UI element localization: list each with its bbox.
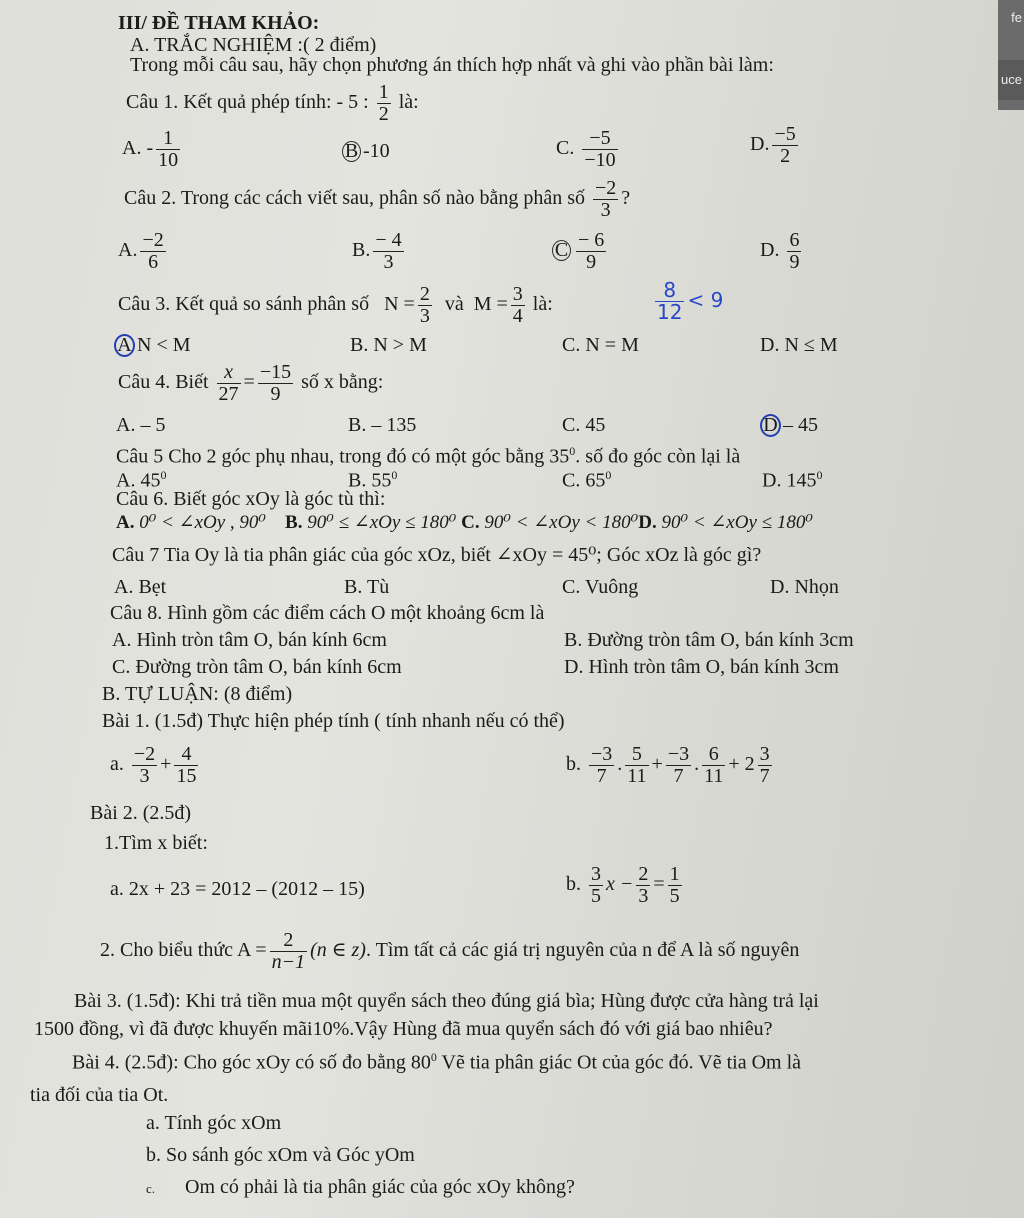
selected-answer-circle: B [342,141,361,162]
q3-option-d: D. N ≤ M [760,334,838,356]
q8-option-b: B. Đường tròn tâm O, bán kính 3cm [564,629,854,651]
bai-4-line-1: Bài 4. (2.5đ): Cho góc xOy có số đo bằng $80^0$ Vẽ tia phân giác Ot của góc đó. Vẽ tia Om là [72,1050,802,1074]
section-title: III/ ĐỀ THAM KHẢO: [118,12,320,34]
bai-4-a: a. Tính góc xOm [146,1112,282,1134]
q2-option-b: B. $\frac{- 4}{3}$ [352,229,402,273]
question-8: Câu 8. Hình gồm các điểm cách O một khoảng 6cm là [110,602,545,624]
q6-options: A. 0⁰ < ∠xOy , 90⁰ B. 90⁰ ≤ ∠xOy ≤ 180⁰ C. 90⁰ < ∠xOy < 180⁰D. 90⁰ < ∠xOy ≤ 180⁰ [116,512,813,533]
question-2: Câu 2. Trong các cách viết sau, phân số nào bằng phân số $\frac{-2}{3}$ ? [124,177,631,221]
selected-answer-circle: C [552,240,571,261]
q1-option-c: C. $\frac{-5}{-10}$ [556,127,616,171]
q7-option-b: B. Tù [344,576,390,598]
handwritten-note: $\frac{8}{12}$ < 9 [657,278,724,324]
part-a-title: A. TRẮC NGHIỆM :( 2 điểm) [130,34,377,56]
q7-option-d: D. Nhọn [770,576,839,598]
q2-option-d: D. $\frac{6}{9}$ [760,229,800,273]
q3-option-c: C. N = M [562,334,639,356]
question-3: Câu 3. Kết quả so sánh phân số N = $\frac{2}{3}$ và M = $\frac{3}{4}$ là: [118,283,553,327]
q7-option-c: C. Vuông [562,576,639,598]
q4-option-c: C. 45 [562,414,606,436]
q3-option-b: B. N > M [350,334,427,356]
bai-2-sub-2: 2. Cho biểu thức A = $\frac{2}{n-1}$ (n ∈ z). Tìm tất cả các giá trị nguyên của n để A là số nguyên [100,929,800,973]
q5-option-a: A. $45^0$ [116,468,167,492]
bai-1-title: Bài 1. (1.5đ) Thực hiện phép tính ( tính nhanh nếu có thể) [102,710,565,732]
q4-option-d: D – 45 [760,414,818,437]
bai-4-b: b. So sánh góc xOm và Góc yOm [146,1144,415,1166]
q4-option-a: A. – 5 [116,414,166,436]
question-7: Câu 7 Tia Oy là tia phân giác của góc xOz, biết ∠xOy = 45⁰; Góc xOz là góc gì? [112,544,762,566]
question-4: Câu 4. Biết $\frac{x}{27}$ = $\frac{-15}{9}$ số x bằng: [118,361,384,405]
selected-answer-circle: D [760,414,781,437]
bai-2-sub-1: 1.Tìm x biết: [104,832,208,854]
question-6: Câu 6. Biết góc xOy là góc tù thì: [116,488,386,510]
q5-option-c: C. $65^0$ [562,468,612,492]
instructions: Trong mỗi câu sau, hãy chọn phương án thích hợp nhất và ghi vào phần bài làm: [130,54,774,76]
q5-option-b: B. $55^0$ [348,468,398,492]
q8-option-d: D. Hình tròn tâm O, bán kính 3cm [564,656,839,678]
q1-after: là: [398,91,419,114]
q1-fraction: $\frac{1}{2}$ [378,81,389,125]
q5-option-d: D. $145^0$ [762,468,823,492]
question-1 [126,82,419,125]
q3-option-a: A N < M [114,334,191,357]
q4-option-b: B. – 135 [348,414,417,436]
bai-1-b: b. $\frac{-3}{7}$ . $\frac{5}{11}$ + $\frac{-3}{7}$ . $\frac{6}{11}$ + 2 $\frac{3}{7}$ [566,743,770,787]
edge-text-1: fe [1011,10,1022,25]
part-b-title: B. TỰ LUẬN: (8 điểm) [102,683,293,705]
edge-text-2: uce [1001,72,1022,87]
bai-2-b: b. $\frac{3}{5}$ x − $\frac{2}{3}$ = $\frac{1}{5}$ [566,863,680,907]
q2-option-c: C $\frac{- 6}{9}$ [552,230,609,273]
q8-option-c: C. Đường tròn tâm O, bán kính 6cm [112,656,402,678]
q2-option-a: A. $\frac{-2}{6}$ [118,229,164,273]
q1-option-b: B -10 [342,140,390,162]
bai-4-line-2: tia đối của tia Ot. [30,1084,169,1106]
q1-text: Câu 1. Kết quả phép tính: - 5 : [126,91,369,114]
q7-option-a: A. Bẹt [114,576,167,598]
bai-1-a: a. $\frac{-2}{3}$ + $\frac{4}{15}$ [110,743,197,787]
question-5: Câu 5 Cho 2 góc phụ nhau, trong đó có một góc bằng $35^0$. số đo góc còn lại là [116,444,741,468]
bai-2-a: a. 2x + 23 = 2012 – (2012 – 15) [110,878,365,900]
bai-4-c: c. Om có phải là tia phân giác của góc xOy không? [146,1176,575,1198]
bai-2-title: Bài 2. (2.5đ) [90,802,192,824]
q1-option-a: A. - $\frac{1}{10}$ [122,127,179,171]
q8-option-a: A. Hình tròn tâm O, bán kính 6cm [112,629,387,651]
bai-3-line-2: 1500 đồng, vì đã được khuyến mãi10%.Vậy Hùng đã mua quyển sách đó với giá bao nhiêu? [34,1018,773,1040]
bai-3-line-1: Bài 3. (1.5đ): Khi trả tiền mua một quyển sách theo đúng giá bìa; Hùng được cửa hàng trả lại [74,990,819,1012]
q1-option-d: D. $\frac{-5}{2}$ [750,123,796,167]
selected-answer-circle: A [114,334,135,357]
